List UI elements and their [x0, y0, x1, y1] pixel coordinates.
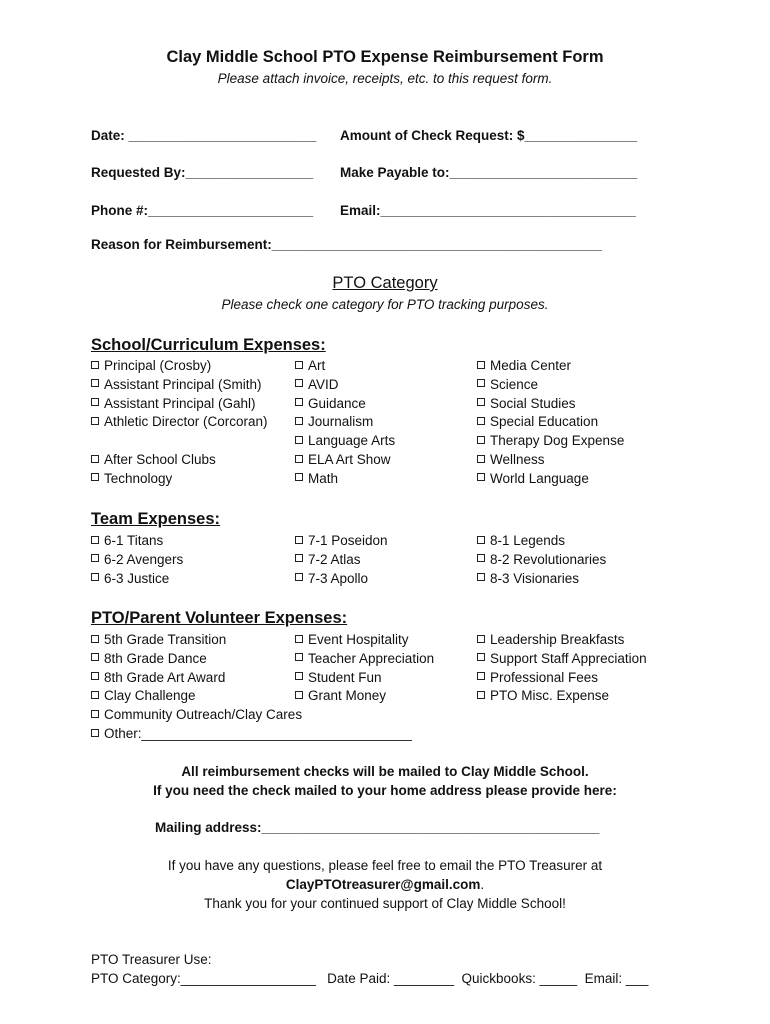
checkbox-icon[interactable] [295, 653, 303, 661]
checkbox-icon[interactable] [91, 710, 99, 718]
checkbox-icon[interactable] [295, 379, 303, 387]
checkbox-label: 6-1 Titans [104, 533, 164, 548]
checkbox-label: 5th Grade Transition [104, 632, 227, 647]
pto-category-instruction: Please check one category for PTO tracking purposes. [221, 297, 549, 312]
checkbox-option[interactable] [477, 377, 538, 392]
checkbox-option[interactable] [477, 670, 598, 685]
checkbox-option[interactable] [477, 688, 609, 703]
checkbox-option[interactable] [295, 396, 366, 411]
checkbox-label: 7-3 Apollo [308, 570, 369, 586]
checkbox-option[interactable] [295, 651, 434, 666]
checkbox-label: Grant Money [308, 688, 387, 704]
checkbox-label: Media Center [490, 358, 572, 373]
checkbox-label: Assistant Principal (Gahl) [104, 395, 256, 411]
checkbox-icon[interactable] [295, 361, 303, 369]
checkbox-option[interactable] [91, 396, 256, 411]
checkbox-icon[interactable] [477, 554, 485, 562]
checkbox-option[interactable] [477, 651, 647, 666]
pto-parent-heading: PTO/Parent Volunteer Expenses: [91, 609, 348, 627]
checkbox-option[interactable] [477, 433, 624, 448]
checkbox-icon[interactable] [91, 573, 99, 581]
checkbox-icon[interactable] [91, 672, 99, 680]
checkbox-label: Teacher Appreciation [308, 650, 435, 666]
checkbox-option[interactable] [477, 358, 571, 373]
treasurer-use-heading: PTO Treasurer Use: [91, 952, 212, 967]
checkbox-label: 6-3 Justice [104, 570, 170, 586]
checkbox-icon[interactable] [91, 473, 99, 481]
checkbox-option[interactable] [295, 471, 338, 486]
checkbox-label: Social Studies [490, 395, 576, 411]
checkbox-label: Principal (Crosby) [104, 358, 212, 373]
checkbox-label: World Language [490, 470, 589, 486]
checkbox-option[interactable] [477, 452, 545, 467]
team-expenses-heading: Team Expenses: [91, 510, 221, 528]
date-field[interactable]: Date: _________________________ [91, 128, 317, 143]
checkbox-option[interactable] [477, 632, 624, 647]
checkbox-option[interactable] [91, 377, 262, 392]
checkbox-icon[interactable] [295, 398, 303, 406]
checkbox-icon[interactable] [477, 361, 485, 369]
checkbox-icon[interactable] [295, 691, 303, 699]
checkbox-icon[interactable] [477, 573, 485, 581]
checkbox-option[interactable] [295, 552, 361, 567]
checkbox-label: Athletic Director (Corcoran) [104, 414, 268, 430]
checkbox-option[interactable] [295, 670, 382, 685]
checkbox-label: 8th Grade Art Award [104, 669, 226, 685]
checkbox-label: Event Hospitality [308, 632, 409, 647]
checkbox-icon[interactable] [295, 573, 303, 581]
checkbox-label: 8-3 Visionaries [490, 570, 580, 586]
checkbox-icon[interactable] [477, 417, 485, 425]
checkbox-option[interactable] [295, 377, 339, 392]
checkbox-icon[interactable] [477, 653, 485, 661]
checkbox-option[interactable] [477, 396, 576, 411]
checkbox-icon[interactable] [477, 436, 485, 444]
checkbox-label: 8-2 Revolutionaries [490, 551, 607, 567]
checkbox-icon[interactable] [91, 729, 99, 737]
checkbox-label: AVID [308, 376, 339, 392]
checkbox-option[interactable] [477, 414, 598, 429]
checkbox-icon[interactable] [477, 473, 485, 481]
checkbox-label: Assistant Principal (Smith) [104, 376, 262, 392]
checkbox-icon[interactable] [477, 691, 485, 699]
checkbox-label: Student Fun [308, 669, 382, 685]
checkbox-label: Other:____________________________________ [104, 726, 412, 741]
checkbox-icon[interactable] [295, 417, 303, 425]
checkbox-label: Technology [104, 470, 173, 486]
checkbox-label: Leadership Breakfasts [490, 632, 625, 647]
checkbox-label: 8-1 Legends [490, 533, 566, 548]
checkbox-icon[interactable] [91, 554, 99, 562]
contact-email-line [0, 877, 770, 892]
checkbox-label: Science [490, 376, 539, 392]
checkbox-label: 6-2 Avengers [104, 551, 184, 567]
checkbox-label: Journalism [308, 414, 374, 430]
form-subtitle: Please attach invoice, receipts, etc. to this request form. [217, 71, 553, 86]
checkbox-option[interactable] [91, 707, 302, 722]
checkbox-option[interactable] [91, 533, 163, 548]
email-period: . [480, 877, 485, 892]
requested-by-field[interactable]: Requested By:_________________ [91, 165, 314, 180]
checkbox-icon[interactable] [295, 455, 303, 463]
checkbox-option[interactable] [91, 726, 412, 741]
checkbox-icon[interactable] [477, 536, 485, 544]
checkbox-label: PTO Misc. Expense [490, 688, 610, 704]
checkbox-label: Support Staff Appreciation [490, 650, 647, 666]
mailing-address-field[interactable]: Mailing address:_____________________________________________ [155, 820, 600, 835]
reason-field[interactable]: Reason for Reimbursement:____________________________________________ [91, 237, 603, 252]
phone-field[interactable]: Phone #:______________________ [91, 203, 314, 218]
checkbox-label: Community Outreach/Clay Cares [104, 707, 303, 723]
checkbox-icon[interactable] [91, 536, 99, 544]
checkbox-icon[interactable] [477, 379, 485, 387]
checkbox-label: Guidance [308, 395, 366, 411]
checkbox-icon[interactable] [477, 398, 485, 406]
checkbox-label: 7-1 Poseidon [308, 533, 388, 548]
amount-field[interactable]: Amount of Check Request: $_______________ [340, 128, 638, 143]
form-title: Clay Middle School PTO Expense Reimbursement Form [166, 48, 604, 66]
checkbox-option[interactable] [91, 688, 196, 703]
checkbox-icon[interactable] [295, 672, 303, 680]
checkbox-icon[interactable] [477, 672, 485, 680]
checkbox-option[interactable] [91, 670, 225, 685]
checkbox-option[interactable] [91, 414, 268, 429]
checkbox-option[interactable] [91, 358, 211, 373]
checkbox-option[interactable] [477, 533, 565, 548]
checkbox-option[interactable] [295, 414, 373, 429]
checkbox-icon[interactable] [295, 554, 303, 562]
checkbox-label: Art [308, 358, 326, 373]
school-curriculum-heading: School/Curriculum Expenses: [91, 336, 326, 354]
checkbox-icon[interactable] [91, 398, 99, 406]
checkbox-icon[interactable] [91, 653, 99, 661]
checkbox-label: Wellness [490, 452, 545, 467]
checkbox-option[interactable] [295, 571, 368, 586]
checkbox-icon[interactable] [91, 635, 99, 643]
checkbox-option[interactable] [295, 358, 325, 373]
checkbox-label: 7-2 Atlas [308, 551, 361, 567]
checkbox-icon[interactable] [91, 361, 99, 369]
checkbox-label: Language Arts [308, 433, 396, 449]
contact-line: If you have any questions, please feel free to email the PTO Treasurer at [167, 858, 603, 873]
make-payable-field[interactable]: Make Payable to:_________________________ [340, 165, 638, 180]
checkbox-label: 8th Grade Dance [104, 650, 207, 666]
checkbox-option[interactable] [295, 688, 386, 703]
checkbox-icon[interactable] [91, 691, 99, 699]
treasurer-email[interactable]: ClayPTOtreasurer@gmail.com [285, 877, 481, 892]
checkbox-icon[interactable] [477, 455, 485, 463]
checkbox-icon[interactable] [295, 536, 303, 544]
checkbox-icon[interactable] [295, 635, 303, 643]
treasurer-use-fields[interactable]: PTO Category:__________________ Date Paid: ________ Quickbooks: _____ Email: ___ [91, 971, 649, 986]
checkbox-option[interactable] [295, 632, 409, 647]
checkbox-option[interactable] [477, 471, 589, 486]
checkbox-icon[interactable] [91, 417, 99, 425]
checkbox-option[interactable] [295, 533, 388, 548]
checkbox-label: ELA Art Show [308, 452, 391, 467]
checkbox-option[interactable] [91, 452, 216, 467]
checkbox-option[interactable] [91, 471, 172, 486]
checkbox-icon[interactable] [295, 436, 303, 444]
checkbox-option[interactable] [91, 632, 226, 647]
checkbox-icon[interactable] [477, 635, 485, 643]
checkbox-icon[interactable] [91, 455, 99, 463]
thanks-line: Thank you for your continued support of Clay Middle School! [204, 896, 566, 911]
checkbox-option[interactable] [295, 452, 391, 467]
mailing-instruction: If you need the check mailed to your home address please provide here: [153, 783, 617, 798]
checkbox-option[interactable] [477, 571, 579, 586]
checkbox-label: Clay Challenge [104, 688, 196, 704]
checkbox-icon[interactable] [295, 473, 303, 481]
pto-category-heading: PTO Category [332, 274, 438, 292]
checkbox-label: Professional Fees [490, 669, 599, 685]
checkbox-label: Math [308, 470, 339, 486]
checkbox-option[interactable] [295, 433, 395, 448]
checkbox-option[interactable] [477, 552, 606, 567]
checkbox-option[interactable] [91, 552, 183, 567]
email-field[interactable]: Email:__________________________________ [340, 203, 636, 218]
checkbox-icon[interactable] [91, 379, 99, 387]
mailing-notice: All reimbursement checks will be mailed to Clay Middle School. [181, 764, 589, 779]
checkbox-label: Therapy Dog Expense [490, 433, 625, 449]
checkbox-label: After School Clubs [104, 452, 216, 467]
checkbox-label: Special Education [490, 414, 599, 430]
checkbox-option[interactable] [91, 571, 169, 586]
checkbox-option[interactable] [91, 651, 207, 666]
